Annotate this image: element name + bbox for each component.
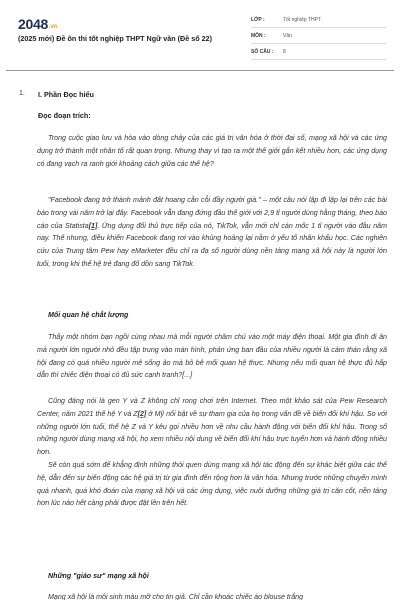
page-header [0, 0, 400, 62]
exam-meta-table [251, 12, 386, 60]
meta-row-socau [251, 44, 386, 60]
document-body [0, 84, 400, 600]
subsection-title: Đọc đoạn trích: [38, 111, 91, 120]
passage-paragraph-1: Trong cuộc giao lưu và hòa vào dòng chảy của các giá trị văn hóa ở thời đại số, mạng xã hội và các ứng dụng trở thành một nhân tố rất quan trọng. Nhưng thay vì tạo ra một thế giới gắn kết nhiều hơn, các ứng dụng có đang vạch ra ranh giới khoảng cách giữa các thế hệ? [37, 134, 387, 168]
paragraph-4-text-b: ở Mỹ nổi bật về sự tham gia của họ trong vấn đề về biến đổi khí hậu. So với những người lớn tuổi, thế hệ Z và Y kêu gọi nhiều hơn về nhu cầu hành động với biến đổi khí hậu. Trong số những người dùng mạng xã hội, họ xem nhiều nội dung về biến đổi khí hậu trực tuyến hơn và hành động nhiều hơn. [37, 409, 388, 457]
footnote-ref-1[interactable]: [1] [88, 221, 98, 230]
paragraph-2-text-b: . Ứng dụng đối thủ trực tiếp của nó, TikTok, vẫn mới chỉ cán mốc 1 tỉ người vào đầu năm nay. Thế nhưng, điều khiến Facebook đang rơi vào khủng hoảng lại nằm ở yếu tố nhân khẩu học. Các nghiên cứu của Trung tâm Pew hay eMarketer đều chỉ ra đa số người dùng nền tảng mạng xã hội này là người lớn tuổi, trong khi thế hệ trẻ đang đổ dồn sang TikTok. [37, 221, 387, 268]
section-title: I. Phần Đọc hiểu [38, 90, 94, 99]
paragraph-4-text-a: Cũng đáng nói là gen Y và Z không chỉ rong chơi trên Internet. Theo một khảo sát của Pew Research Center, năm 2021 thế hệ Y và Z [37, 397, 387, 418]
passage-paragraph-5: Sẽ còn quá sớm để khẳng định những thói quen dùng mạng xã hội tác động đến sự khác biệt giữa các thế hệ, dẫn đến sự biến động các hệ giá trị từ gia đình đến rộng hơn là văn hóa. Nhưng trước những chuyển mình quá nhanh, quá khó đoán của mạng xã hội và các ứng dụng, việc nuôi dưỡng những giá trị căn cốt, nền tảng hơn lúc nào hết càng phải được đặt lên trên hết. [37, 461, 387, 508]
logo-text: 2048 [18, 16, 48, 32]
meta-value-mon: Văn [283, 32, 292, 39]
passage-paragraph-4 [37, 395, 387, 459]
meta-label-socau: SỐ CÂU : [251, 48, 274, 55]
meta-value-socau: 8 [283, 48, 286, 55]
meta-label-lop: LỚP : [251, 16, 265, 23]
passage-heading-1: Mối quan hệ chắt lượng [48, 311, 129, 319]
meta-value-lop: Tốt nghiệp THPT [283, 16, 321, 23]
passage-heading-2: Những "giáo sư" mạng xã hội [48, 572, 149, 580]
passage-paragraph-6: Mạng xã hội là môi sinh màu mỡ cho tin giả. Chỉ cần khoác chiếc áo blouse trắng [48, 593, 304, 600]
meta-row-lop [251, 12, 386, 28]
footnote-ref-2[interactable]: [2] [137, 409, 147, 418]
passage-paragraph-3: Thấy một nhóm bạn ngồi cùng nhau mà mỗi người chăm chú vào một máy điện thoại. Một gia đình đi ăn mà người lớn người nhỏ đều tập trung vào màn hình, phản ứng ban đầu của nhiều người là cảm thán rằng xã hội đang có quá nhiều người mê sống ảo mà bỏ bê mối quan hệ thực. Nhưng nếu mối quan hệ thực đủ hấp dẫn thì chiếc điện thoại có đủ sức cạnh tranh?[...] [37, 333, 387, 380]
passage-paragraph-2 [37, 194, 387, 271]
site-logo[interactable] [18, 16, 57, 32]
document-title: (2025 mới) Đề ôn thi tốt nghiệp THPT Ngữ văn (Đề số 22) [18, 34, 213, 43]
header-divider [6, 70, 394, 71]
meta-row-mon [251, 28, 386, 44]
logo-suffix: .vn [48, 24, 57, 30]
question-number: 1. [19, 90, 25, 97]
paragraph-2-text-a: "Facebook đang trở thành mảnh đất hoang cằn cỗi đầy người già." – một câu nói lặp đi lặp lại trên các bài báo trong vài năm trở lại đây. Facebook vẫn đang đứng đầu thế giới với 2,9 tỉ người dùng hằng tháng, theo báo cáo của Statista [37, 196, 387, 230]
meta-label-mon: MÔN : [251, 32, 266, 39]
